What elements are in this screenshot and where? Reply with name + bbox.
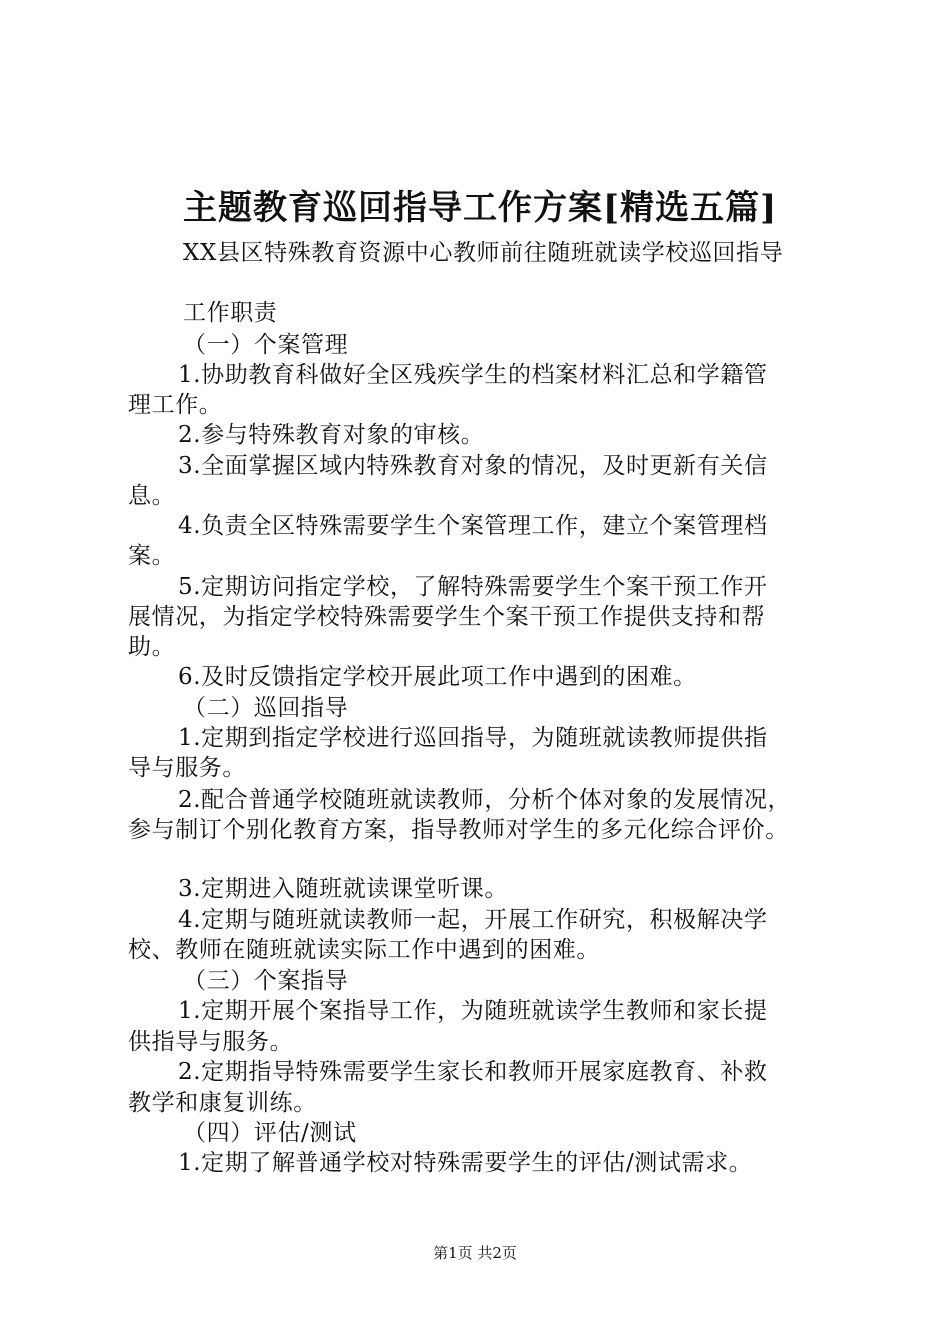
subtitle-line: XX县区特殊教育资源中心教师前往随班就读学校巡回指导 — [183, 240, 784, 266]
paragraph-line: 5.定期访问指定学校，了解特殊需要学生个案干预工作开 — [178, 574, 768, 600]
paragraph-line: 1.定期到指定学校进行巡回指导，为随班就读教师提供指 — [178, 725, 768, 751]
paragraph-line: 4.负责全区特殊需要学生个案管理工作，建立个案管理档 — [178, 513, 768, 539]
paragraph-line: 导与服务。 — [128, 755, 246, 781]
paragraph-line: 助。 — [128, 634, 176, 660]
paragraph-line: 案。 — [128, 543, 176, 569]
paragraph-line: 展情况，为指定学校特殊需要学生个案干预工作提供支持和帮 — [128, 604, 766, 630]
paragraph-line: 3.全面掌握区域内特殊教育对象的情况，及时更新有关信 — [178, 453, 768, 479]
paragraph-line: 息。 — [128, 483, 176, 509]
paragraph-line: 1.协助教育科做好全区残疾学生的档案材料汇总和学籍管 — [178, 362, 768, 388]
section-heading: （一）个案管理 — [183, 332, 349, 358]
paragraph-line: 理工作。 — [128, 392, 223, 418]
section-heading: （四）评估/测试 — [183, 1120, 357, 1146]
paragraph-line: 6.及时反馈指定学校开展此项工作中遇到的困难。 — [178, 664, 697, 690]
section-heading: 工作职责 — [183, 300, 278, 326]
paragraph-line: 参与制订个别化教育方案，指导教师对学生的多元化综合评价。 — [128, 817, 789, 843]
paragraph-line: 4.定期与随班就读教师一起，开展工作研究，积极解决学 — [178, 907, 768, 933]
page-footer: 第1页 共2页 — [433, 1244, 517, 1262]
section-heading: （二）巡回指导 — [183, 695, 349, 721]
paragraph-line: 1.定期开展个案指导工作，为随班就读学生教师和家长提 — [178, 998, 768, 1024]
paragraph-line: 校、教师在随班就读实际工作中遇到的困难。 — [128, 937, 600, 963]
document-title: 主题教育巡回指导工作方案[精选五篇] — [183, 188, 778, 228]
paragraph-line: 2.参与特殊教育对象的审核。 — [178, 422, 485, 448]
paragraph-line: 2.定期指导特殊需要学生家长和教师开展家庭教育、补救 — [178, 1059, 768, 1085]
paragraph-line: 2.配合普通学校随班就读教师，分析个体对象的发展情况， — [178, 787, 792, 813]
paragraph-line: 1.定期了解普通学校对特殊需要学生的评估/测试需求。 — [178, 1150, 753, 1176]
section-heading: （三）个案指导 — [183, 968, 349, 994]
paragraph-line: 教学和康复训练。 — [128, 1090, 317, 1116]
paragraph-line: 供指导与服务。 — [128, 1029, 294, 1055]
paragraph-line: 3.定期进入随班就读课堂听课。 — [178, 876, 508, 902]
